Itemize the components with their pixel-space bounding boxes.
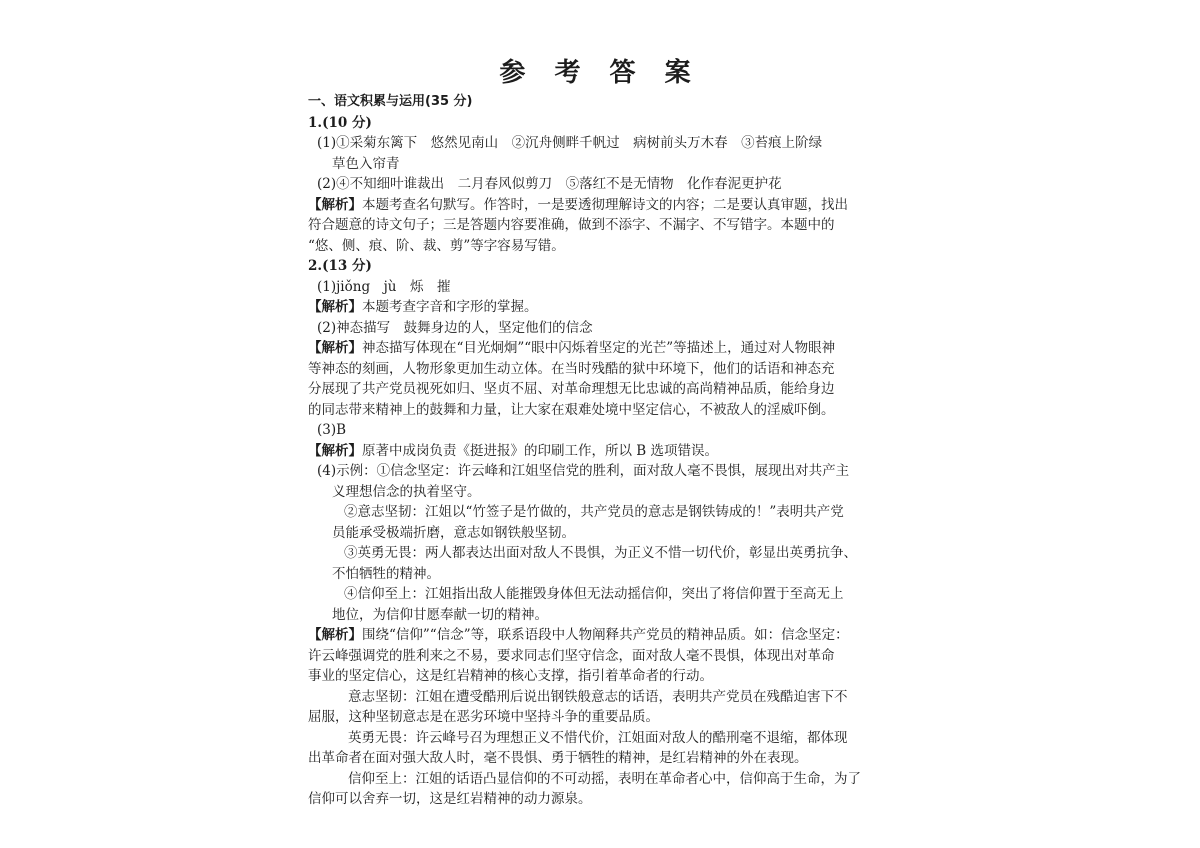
- q2-analysis-2-line-3: 分展现了共产党员视死如归、坚贞不屈、对革命理想无比忠诚的高尚精神品质，能给身边: [308, 381, 835, 397]
- q2-answer-2: (2)神态描写 鼓舞身边的人，坚定他们的信念: [317, 319, 593, 336]
- q2-answer-1: (1)jiǒng jù 烁 摧: [317, 278, 451, 295]
- q2-analysis-4-line-6: 英勇无畏：许云峰号召为理想正义不惜代价，江姐面对敌人的酷刑毫不退缩，都体现: [348, 729, 848, 746]
- q1-answer-1-line-2: 草色入帘青: [332, 155, 400, 172]
- analysis-tag: 【解析】: [308, 340, 362, 356]
- q2-answer-4-line-4: 员能承受极端折磨，意志如钢铁般坚韧。: [332, 524, 575, 541]
- q2-analysis-1: [308, 297, 878, 318]
- q2-analysis-4-line-1: [308, 625, 878, 646]
- question-1-heading: 1.(10 分): [308, 114, 372, 131]
- analysis-tag: 【解析】: [308, 627, 362, 643]
- q2-analysis-4-line-3: 事业的坚定信心，这是红岩精神的核心支撑，指引着革命者的行动。: [308, 668, 713, 684]
- analysis-text: 本题考查字音和字形的掌握。: [362, 299, 538, 315]
- q1-analysis-line-3: “悠、侧、痕、阶、裁、剪”等字容易写错。: [308, 237, 565, 254]
- q1-analysis-line-1: [308, 195, 878, 216]
- analysis-text: 神态描写体现在“目光炯炯”“眼中闪烁着坚定的光芒”等描述上，通过对人物眼神: [362, 340, 836, 356]
- q2-analysis-4-line-9: 信仰可以舍弃一切，这是红岩精神的动力源泉。: [308, 791, 592, 807]
- q2-answer-4-line-6: 不怕牺牲的精神。: [332, 565, 440, 582]
- q1-answer-2: (2)④不知细叶谁裁出 二月春风似剪刀 ⑤落红不是无情物 化作春泥更护花: [317, 176, 782, 192]
- q2-answer-4-line-7: ④信仰至上：江姐指出敌人能摧毁身体但无法动摇信仰，突出了将信仰置于至高无上: [344, 586, 844, 602]
- q2-analysis-2-line-1: [308, 338, 878, 359]
- q2-answer-4-line-1: (4)示例：①信念坚定：许云峰和江姐坚信党的胜利，面对敌人毫不畏惧，展现出对共产主: [317, 463, 850, 479]
- section-heading: 一、语文积累与运用(35 分): [308, 94, 473, 109]
- analysis-tag: 【解析】: [308, 299, 362, 315]
- q2-analysis-2-line-4: 的同志带来精神上的鼓舞和力量，让大家在艰难处境中坚定信心，不被敌人的淫威吓倒。: [308, 401, 835, 418]
- q2-analysis-4-line-8: 信仰至上：江姐的话语凸显信仰的不可动摇，表明在革命者心中，信仰高于生命，为了: [348, 770, 861, 787]
- q2-analysis-4-line-4: 意志坚韧：江姐在遭受酷刑后说出钢铁般意志的话语，表明共产党员在残酷迫害下不: [348, 688, 848, 705]
- q1-answer-1-line-1: (1)①采菊东篱下 悠然见南山 ②沉舟侧畔千帆过 病树前头万木春 ③苔痕上阶绿: [317, 135, 823, 151]
- analysis-tag: 【解析】: [308, 196, 362, 213]
- answer-content: [308, 92, 878, 810]
- q2-answer-4-line-5: ③英勇无畏：两人都表达出面对敌人不畏惧，为正义不惜一切代价，彰显出英勇抗争、: [344, 545, 857, 561]
- q2-answer-4-line-8: 地位，为信仰甘愿奉献一切的精神。: [332, 606, 548, 623]
- analysis-tag: 【解析】: [308, 442, 362, 459]
- analysis-text: 围绕“信仰”“信念”等，联系语段中人物阐释共产党员的精神品质。如：信念坚定：: [362, 627, 849, 643]
- analysis-text: 本题考查名句默写。作答时，一是要透彻理解诗文的内容；二是要认真审题，找出: [362, 196, 848, 213]
- q2-analysis-3: [308, 441, 878, 462]
- q2-analysis-4-line-7: 出革命者在面对强大敌人时，毫不畏惧、勇于牺牲的精神，是红岩精神的外在表现。: [308, 750, 808, 766]
- q2-answer-4-line-3: ②意志坚韧：江姐以“竹签子是竹做的，共产党员的意志是钢铁铸成的！”表明共产党: [344, 504, 844, 520]
- page-title: 参 考 答 案: [499, 58, 701, 88]
- q2-analysis-4-line-5: 屈服，这种坚韧意志是在恶劣环境中坚持斗争的重要品质。: [308, 709, 659, 725]
- q2-analysis-4-line-2: 许云峰强调党的胜利来之不易，要求同志们坚守信念，面对敌人毫不畏惧，体现出对革命: [308, 647, 835, 664]
- q2-answer-4-line-2: 义理想信念的执着坚守。: [332, 483, 481, 500]
- q1-analysis-line-2: 符合题意的诗文句子；三是答题内容要准确，做到不添字、不漏字、不写错字。本题中的: [308, 217, 835, 233]
- question-2-heading: 2.(13 分): [308, 258, 372, 274]
- analysis-text: 原著中成岗负责《挺进报》的印刷工作，所以 B 选项错误。: [362, 442, 719, 459]
- q2-answer-3: (3)B: [317, 422, 347, 438]
- q2-analysis-2-line-2: 等神态的刻画，人物形象更加生动立体。在当时残酷的狱中环境下，他们的话语和神态充: [308, 360, 835, 377]
